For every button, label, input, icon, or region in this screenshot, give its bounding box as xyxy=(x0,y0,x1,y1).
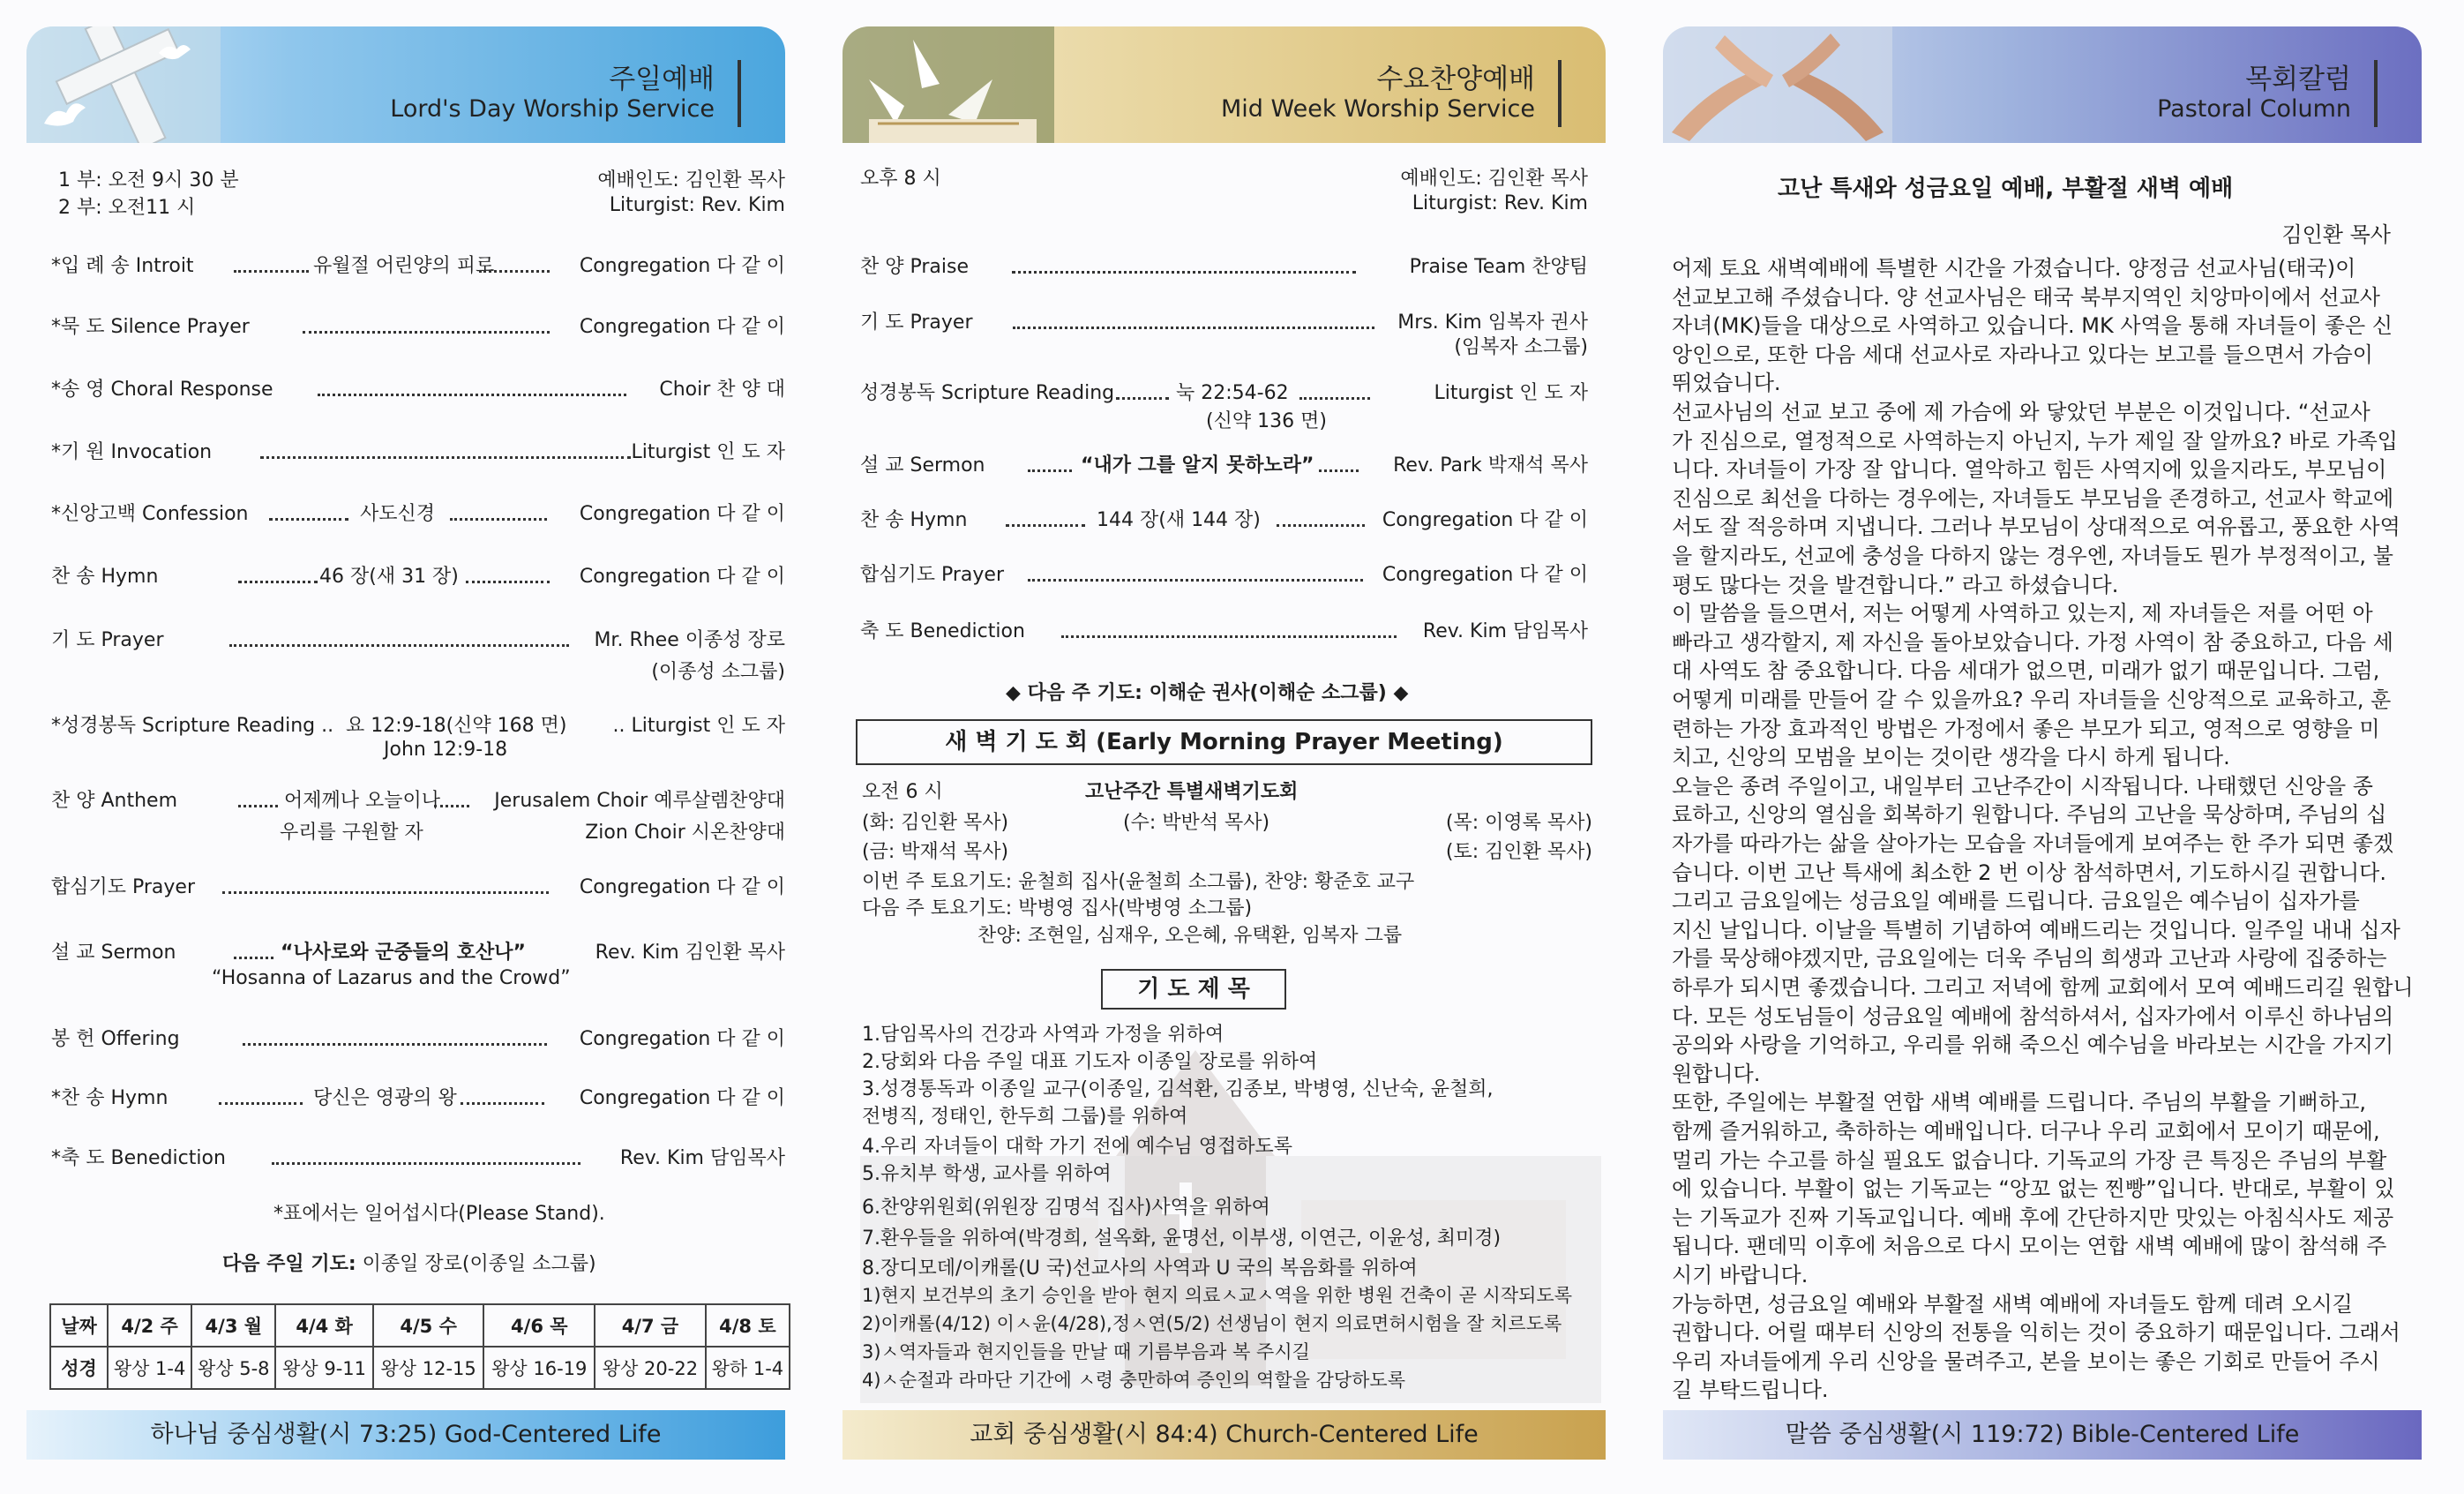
leader-dots xyxy=(1013,327,1374,329)
pastoral-banner xyxy=(1663,26,2422,143)
article-line: 평도 많다는 것을 발견합니다.” 라고 하셨습니다. xyxy=(1672,572,2119,597)
leader-dots xyxy=(222,891,549,894)
article-line: 다. 모든 성도님들이 성금요일 예배에 참석하셔서, 십자가에서 이루신 하나님의 xyxy=(1672,1003,2394,1029)
article-line: 진심으로 최선을 다하는 경우에는, 자녀들도 부모님을 존경하고, 선교사 학교에 xyxy=(1672,485,2394,511)
leader-dots xyxy=(272,1162,580,1165)
article-line: 에 있습니다. 부활이 없는 기독교는 “앙꼬 없는 찐빵”입니다. 반대로, 부활이 있 xyxy=(1672,1176,2395,1202)
schedule-cell: 4/5 수 xyxy=(373,1304,484,1347)
item-sub: 우리를 구원할 자 xyxy=(280,822,423,844)
bible-reading-schedule xyxy=(49,1303,790,1390)
article-line: 또한, 주일에는 부활절 연합 새벽 예배를 드립니다. 주님의 부활을 기뻐하고, xyxy=(1672,1090,2367,1115)
item-name: *묵 도 Silence Prayer xyxy=(51,316,250,338)
article-line: 함께 즐거워하고, 축하하는 예배입니다. 더구나 우리 교회에서 모이기 때문에, xyxy=(1672,1119,2380,1144)
item-name: *기 원 Invocation xyxy=(51,441,213,463)
sermon-title: “내가 그를 알지 못하노라” xyxy=(1081,454,1314,477)
article-line: 선교보고해 주셨습니다. 양 선교사님은 태국 북부지역인 치앙마이에서 선교사 xyxy=(1672,284,2380,310)
item-name: 찬 양 Praise xyxy=(860,256,970,278)
item-name: *성경봉독 Scripture Reading .. xyxy=(51,715,334,737)
lily-bible-icon xyxy=(843,26,1054,143)
schedule-header-row xyxy=(50,1304,790,1347)
item-role: Congregation 다 같 이 xyxy=(579,503,785,525)
schedule-cell: 성경 xyxy=(50,1347,108,1389)
article-line: 오늘은 종려 주일이고, 내일부터 고난주간이 시작됩니다. 나태했던 신앙을 종 xyxy=(1672,773,2373,799)
item-detail: 사도신경 xyxy=(360,503,436,525)
prayer-topic: 전병직, 정태인, 한두희 그룹)를 위하여 xyxy=(862,1106,1188,1128)
item-detail: 144 장(새 144 장) xyxy=(1097,509,1261,531)
article-line: 길 부탁드립니다. xyxy=(1672,1378,1829,1403)
leader-dots xyxy=(303,331,550,334)
item-detail: 46 장(새 31 장) xyxy=(319,566,459,588)
midweek-banner xyxy=(843,26,1606,143)
item-detail: 어제께나 오늘이나 xyxy=(284,790,441,812)
article-line: 가 진심으로, 열정적으로 사역하는지 아닌지, 누가 제일 잘 알까요? 바로 가족입 xyxy=(1672,428,2398,454)
item-detail: 눅 22:54-62 xyxy=(1176,382,1289,404)
saturday-praise: 찬양: 조현일, 심재우, 오은혜, 유택환, 임복자 그룹 xyxy=(977,925,1403,947)
sermon-title: “나사로와 군중들의 호산나” xyxy=(281,942,527,964)
article-line: 이 말씀을 들으면서, 저는 어떻게 사역하고 있는지, 제 자녀들은 저를 어떤 아 xyxy=(1672,601,2373,627)
article-line: 그리고 금요일에는 성금요일 예배를 드립니다. 금요일은 예수님이 십자가를 xyxy=(1672,889,2360,914)
item-name: *신앙고백 Confession xyxy=(51,503,249,525)
article-line: 권합니다. 어릴 때부터 신앙의 전통을 익히는 것이 중요하기 때문입니다. 그래서 xyxy=(1672,1320,2400,1346)
joined-hands-icon xyxy=(1663,26,1892,143)
item-name: 설 교 Sermon xyxy=(860,454,985,477)
item-role: Mr. Rhee 이종성 장로 xyxy=(594,629,785,651)
article-line: 료하고, 신앙의 열심을 회복하기 원합니다. 주님의 고난을 묵상하며, 주님의 십 xyxy=(1672,802,2387,828)
leader-dots xyxy=(1028,579,1363,582)
this-saturday-prayer: 이번 주 토요기도: 윤철희 집사(윤철희 소그룹), 찬양: 황준호 교구 xyxy=(862,871,1415,893)
item-detail: 요 12:9-18(신약 168 면) xyxy=(346,715,567,737)
leader-dots xyxy=(238,805,278,807)
midweek-title-english: Mid Week Worship Service xyxy=(1221,95,1535,123)
schedule-cell: 왕상 5-8 xyxy=(191,1347,275,1389)
item-role: Rev. Kim 담임목사 xyxy=(1422,620,1588,642)
leader-dots xyxy=(318,394,626,396)
item-sub: (이종성 소그룹) xyxy=(651,661,785,683)
schedule-cell: 4/3 월 xyxy=(191,1304,275,1347)
article-line: 자녀(MK)들을 대상으로 사역하고 있습니다. MK 사역을 통해 자녀들이 좋은 신 xyxy=(1672,313,2393,339)
service-time-1: 1 부: 오전 9시 30 분 xyxy=(58,169,239,191)
prayer-subtopic: 4)ㅅ순절과 라마단 기간에 ㅅ령 충만하여 증인의 역할을 감당하도록 xyxy=(862,1370,1406,1391)
sunday-title-english: Lord's Day Worship Service xyxy=(390,95,715,123)
item-role: Rev. Kim 담임목사 xyxy=(619,1147,785,1169)
item-name: 합심기도 Prayer xyxy=(860,564,1005,586)
article-line: 시기 바랍니다. xyxy=(1672,1263,1809,1288)
schedule-cell: 4/2 주 xyxy=(108,1304,191,1347)
prayer-topic: 7.환우들을 위하여(박경희, 설옥화, 윤명선, 이부생, 이연근, 이윤성, 최미경) xyxy=(862,1227,1502,1250)
item-role: Jerusalem Choir 예루살렘찬양대 xyxy=(494,790,785,812)
leader-dots xyxy=(450,518,547,521)
item-role: Congregation 다 같 이 xyxy=(579,316,785,338)
worship-leader: 예배인도: 김인환 목사 xyxy=(597,169,785,191)
sunday-worship-column xyxy=(26,0,785,1494)
article-line: 지신 날입니다. 이날을 특별히 기념하여 예배드리는 것입니다. 일주일 내내 십자 xyxy=(1672,917,2400,942)
service-time-2: 2 부: 오전11 시 xyxy=(58,197,196,219)
banner-divider xyxy=(2374,60,2378,127)
item-name: 찬 송 Hymn xyxy=(860,509,968,531)
leader-dots xyxy=(461,1102,544,1105)
dawn-leader: (목: 이영록 목사) xyxy=(1445,812,1592,834)
sunday-banner xyxy=(26,26,785,143)
item-sub: John 12:9-18 xyxy=(384,739,508,761)
prayer-subtopic: 3)ㅅ역자들과 현지인들을 만날 때 기름부음과 복 주시길 xyxy=(862,1341,1310,1363)
cross-dove-icon xyxy=(26,26,221,143)
prayer-topic: 1.담임목사의 건강과 사역과 가정을 위하여 xyxy=(862,1024,1225,1046)
leader-dots xyxy=(1012,271,1356,274)
item-name: 축 도 Benediction xyxy=(860,620,1025,642)
article-line: 원합니다. xyxy=(1672,1061,1761,1086)
next-sunday-prayer xyxy=(222,1249,596,1276)
prayer-topic: 3.성경통독과 이종일 교구(이종일, 김석환, 김종보, 박병영, 신난숙, 윤철희, xyxy=(862,1078,1494,1100)
schedule-cell: 왕하 1-4 xyxy=(706,1347,790,1389)
article-line: 가능하면, 성금요일 예배와 부활절 새벽 예배에 자녀들도 함께 데려 오시길 xyxy=(1672,1291,2353,1317)
item-name: 찬 양 Anthem xyxy=(51,790,178,812)
item-role: Congregation 다 같 이 xyxy=(579,566,785,588)
schedule-reading-row xyxy=(50,1347,790,1389)
next-prayer-label: 다음 주일 기도: xyxy=(222,1253,356,1275)
item-role: Choir 찬 양 대 xyxy=(659,379,785,401)
dawn-time: 오전 6 시 xyxy=(862,781,943,803)
schedule-cell: 왕상 9-11 xyxy=(275,1347,372,1389)
prayer-topic: 6.찬양위원회(위원장 김명석 집사)사역을 위하여 xyxy=(862,1197,1270,1219)
article-line: 치고, 신앙의 모범을 보이는 것이란 생각을 다시 하게 됩니다. xyxy=(1672,745,2230,770)
item-role: Liturgist 인 도 자 xyxy=(631,441,785,463)
item-sub: (임복자 소그룹) xyxy=(1454,336,1588,358)
next-prayer-value: 이종일 장로(이종일 소그룹) xyxy=(356,1253,596,1275)
banner-divider xyxy=(738,60,741,127)
next-week-prayer: ◆ 다음 주 기도: 이해순 권사(이해순 소그룹) ◆ xyxy=(1006,682,1409,704)
item-role: Congregation 다 같 이 xyxy=(579,1087,785,1109)
article-line: 니다. 자녀들이 가장 잘 압니다. 열악하고 힘든 사역지에 있을지라도, 부모님이 xyxy=(1672,457,2387,483)
worship-leader: 예배인도: 김인환 목사 xyxy=(1400,168,1588,190)
article-line: 우리 자녀들에게 우리 신앙을 물려주고, 본을 보이는 좋은 기회로 만들어 주시 xyxy=(1672,1348,2380,1374)
leader-dots xyxy=(1319,469,1359,472)
item-sub: (신약 136 면) xyxy=(1206,410,1327,432)
article-line: 대 사역도 참 중요합니다. 다음 세대가 없으면, 미래가 없기 때문입니다. 그럼, xyxy=(1672,658,2380,684)
article-line: 선교사님의 선교 보고 중에 제 가슴에 와 닿았던 부분은 이것입니다. “선교사 xyxy=(1672,400,2370,424)
dawn-leader: (토: 김인환 목사) xyxy=(1445,841,1592,863)
leader-dots xyxy=(243,1043,547,1046)
article-line: 멀리 가는 수고를 하실 필요도 없습니다. 기독교의 가장 큰 특징은 주님의 부활 xyxy=(1672,1147,2387,1173)
article-line: 습니다. 이번 고난 특새에 최소한 2 번 이상 참석하면서, 기도하시길 권합니다. xyxy=(1672,860,2386,885)
item-name: 기 도 Prayer xyxy=(51,629,164,651)
column-heading: 고난 특새와 성금요일 예배, 부활절 새벽 예배 xyxy=(1778,176,2234,202)
please-stand-note: *표에서는 일어섭시다(Please Stand). xyxy=(273,1203,605,1225)
leader-dots xyxy=(260,456,631,459)
leader-dots xyxy=(1061,635,1397,638)
item-name: *입 례 송 Introit xyxy=(51,255,194,277)
schedule-cell: 왕상 12-15 xyxy=(373,1347,484,1389)
leader-dots xyxy=(434,805,469,807)
item-role: Congregation 다 같 이 xyxy=(579,255,785,277)
item-role: Congregation 다 같 이 xyxy=(1382,564,1588,586)
item-role: Mrs. Kim 임복자 권사 xyxy=(1397,312,1588,334)
item-detail: 당신은 영광의 왕 xyxy=(313,1087,457,1109)
midweek-footer: 교회 중심생활(시 84:4) Church-Centered Life xyxy=(843,1410,1606,1460)
dawn-leader: (금: 박재석 목사) xyxy=(862,841,1009,863)
article-line: 어떻게 미래를 만들어 갈 수 있을까요? 우리 자녀들을 신앙적으로 교육하고, 훈 xyxy=(1672,687,2392,712)
item-name: *찬 송 Hymn xyxy=(51,1087,169,1109)
item-role: Rev. Kim 김인환 목사 xyxy=(595,942,785,964)
dawn-prayer-title: 새 벽 기 도 회 (Early Morning Prayer Meeting) xyxy=(856,719,1592,765)
article-line: 는 기독교가 진짜 기독교입니다. 예배 후에 간단하지만 맛있는 아침식사도 제공 xyxy=(1672,1205,2394,1230)
leader-dots xyxy=(1116,397,1169,400)
article-line: 앙인으로, 또한 다음 세대 선교사로 자라나고 있다는 보고를 들으면서 가슴이 xyxy=(1672,342,2373,367)
article-line: 하루가 되시면 좋겠습니다. 그리고 저녁에 함께 교회에서 모여 예배드리길 원합니 xyxy=(1672,975,2414,1000)
next-saturday-prayer: 다음 주 토요기도: 박병영 집사(박병영 소그룹) xyxy=(862,897,1253,920)
schedule-cell: 4/7 금 xyxy=(595,1304,706,1347)
liturgist: Liturgist: Rev. Kim xyxy=(609,194,785,216)
article-line: 어제 토요 새벽예배에 특별한 시간을 가졌습니다. 양정금 선교사님(태국)이 xyxy=(1672,256,2356,281)
article-line: 공의와 사랑을 기억하고, 우리를 위해 죽으신 예수님을 바라보는 시간을 가지기 xyxy=(1672,1032,2394,1058)
prayer-subtopic: 2)이캐롤(4/12) 이ㅅ윤(4/28),정ㅅ연(5/2) 선생님이 현지 의료면허시험을 잘 치르도록 xyxy=(862,1313,1562,1334)
item-name: 설 교 Sermon xyxy=(51,942,176,964)
schedule-cell: 왕상 1-4 xyxy=(108,1347,191,1389)
sunday-title-korean: 주일예배 xyxy=(609,64,715,95)
schedule-cell: 왕상 20-22 xyxy=(595,1347,706,1389)
pastoral-title-korean: 목회칼럼 xyxy=(2245,64,2351,95)
prayer-subtopic: 1)현지 보건부의 초기 승인을 받아 현지 의료ㅅ교ㅅ역을 위한 병원 건축이 곧 시작되도록 xyxy=(862,1285,1572,1306)
prayer-topics-title: 기 도 제 목 xyxy=(1101,969,1286,1010)
schedule-cell: 4/6 목 xyxy=(483,1304,595,1347)
leader-dots xyxy=(1299,397,1370,400)
sunday-footer: 하나님 중심생활(시 73:25) God-Centered Life xyxy=(26,1410,785,1460)
article-line: 을 할지라도, 선교에 충성을 다하지 않는 경우엔, 자녀들도 뭔가 부정적이고, 불 xyxy=(1672,544,2393,568)
leader-dots xyxy=(219,1102,303,1105)
banner-divider xyxy=(1558,60,1562,127)
leader-dots xyxy=(238,581,318,583)
item-name: *축 도 Benediction xyxy=(51,1147,226,1169)
liturgist: Liturgist: Rev. Kim xyxy=(1412,192,1588,214)
article-line: 련하는 가장 효과적인 방법은 가정에서 좋은 부모가 되고, 영적으로 영향을 미 xyxy=(1672,716,2380,741)
item-role: Liturgist 인 도 자 xyxy=(1434,382,1588,404)
dawn-leader: (수: 박반석 목사) xyxy=(1123,812,1270,834)
article-line: 뛰었습니다. xyxy=(1672,371,1781,396)
leader-dots xyxy=(1028,469,1072,472)
article-line: 가를 묵상해야겠지만, 금요일에는 더욱 주님의 희생과 고난과 사랑에 집중하는 xyxy=(1672,946,2387,972)
item-detail: 유월절 어린양의 피로 xyxy=(313,255,495,277)
prayer-topic: 2.당회와 다음 주일 대표 기도자 이종일 장로를 위하여 xyxy=(862,1051,1318,1073)
service-time: 오후 8 시 xyxy=(860,168,941,190)
prayer-topic: 5.유치부 학생, 교사를 위하여 xyxy=(862,1163,1112,1185)
item-name: 봉 헌 Offering xyxy=(51,1028,180,1050)
leader-dots xyxy=(479,270,550,273)
prayer-topic: 8.장디모데/이캐롤(U 국)선교사의 사역과 U 국의 복음화를 위하여 xyxy=(862,1258,1418,1280)
pastoral-title-english: Pastoral Column xyxy=(2157,95,2351,123)
column-author: 김인환 목사 xyxy=(2281,222,2391,247)
schedule-cell: 왕상 16-19 xyxy=(483,1347,595,1389)
item-name: 기 도 Prayer xyxy=(860,312,973,334)
prayer-topic: 4.우리 자녀들이 대학 가기 전에 예수님 영접하도록 xyxy=(862,1136,1292,1158)
midweek-title-korean: 수요찬양예배 xyxy=(1376,64,1535,95)
dawn-special-title: 고난주간 특별새벽기도회 xyxy=(1085,781,1299,803)
leader-dots xyxy=(234,957,273,959)
pastoral-column xyxy=(1663,0,2422,1494)
sermon-title-english: “Hosanna of Lazarus and the Crowd” xyxy=(212,967,571,989)
item-role: Rev. Park 박재석 목사 xyxy=(1393,454,1588,477)
leader-dots xyxy=(1006,524,1085,527)
leader-dots xyxy=(234,270,309,273)
article-line: 빠라고 생각할지, 제 자신을 돌아보았습니다. 가정 사역이 참 중요하고, 다음 세 xyxy=(1672,629,2393,655)
leader-dots xyxy=(229,644,569,647)
schedule-cell: 4/8 토 xyxy=(706,1304,790,1347)
item-name: *송 영 Choral Response xyxy=(51,379,273,401)
pastoral-footer: 말씀 중심생활(시 119:72) Bible-Centered Life xyxy=(1663,1410,2422,1460)
item-role: Congregation 다 같 이 xyxy=(579,876,785,898)
item-name: 합심기도 Prayer xyxy=(51,876,196,898)
midweek-worship-column xyxy=(843,0,1606,1494)
leader-dots xyxy=(1277,524,1365,527)
item-role: .. Liturgist 인 도 자 xyxy=(612,715,785,737)
leader-dots xyxy=(269,518,348,521)
schedule-cell: 날짜 xyxy=(50,1304,108,1347)
item-role: Congregation 다 같 이 xyxy=(1382,509,1588,531)
dawn-leader: (화: 김인환 목사) xyxy=(862,812,1009,834)
item-role: Praise Team 찬양팀 xyxy=(1409,256,1588,278)
item-name: 성경봉독 Scripture Reading xyxy=(860,382,1115,404)
article-line: 됩니다. 팬데믹 이후에 처음으로 다시 모이는 연합 새벽 예배에 많이 참석해 주 xyxy=(1672,1234,2387,1259)
leader-dots xyxy=(466,581,550,583)
item-role: Congregation 다 같 이 xyxy=(579,1028,785,1050)
schedule-cell: 4/4 화 xyxy=(275,1304,372,1347)
item-name: 찬 송 Hymn xyxy=(51,566,159,588)
article-line: 서도 잘 적응하며 지냅니다. 그러나 부모님이 상대적으로 여유롭고, 풍요한 사역 xyxy=(1672,514,2400,540)
item-sub: Zion Choir 시온찬양대 xyxy=(585,822,785,844)
article-line: 자가를 따라가는 삶을 살아가는 모습을 자녀들에게 보여주는 한 주가 되면 좋겠 xyxy=(1672,831,2394,856)
